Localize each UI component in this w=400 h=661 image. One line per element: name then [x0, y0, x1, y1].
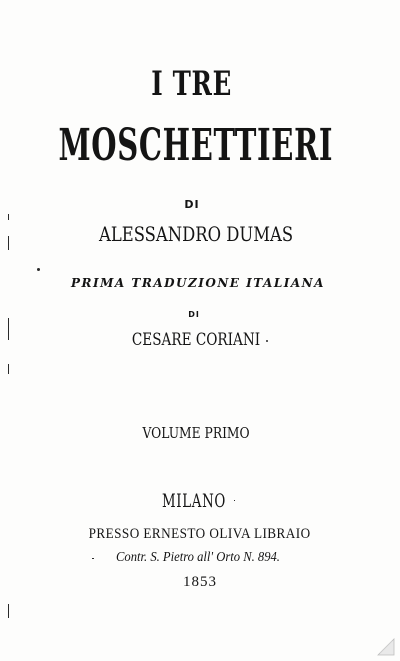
margin-mark-5 — [8, 604, 9, 618]
margin-mark-4 — [8, 364, 9, 374]
volume-label: VOLUME PRIMO — [142, 424, 250, 442]
publication-city: MILANO — [161, 490, 227, 512]
author-name: ALESSANDRO DUMAS — [98, 222, 294, 246]
edition-subtitle: PRIMA TRADUZIONE ITALIANA — [71, 276, 325, 290]
publisher-name: PRESSO ERNESTO OLIVA LIBRAIO — [88, 526, 311, 542]
publisher-address: Contr. S. Pietro all' Orto N. 894. — [116, 550, 280, 565]
translator-name: CESARE CORIANI — [131, 330, 261, 350]
title-line-1: I TRE — [151, 64, 232, 104]
publication-year: 1853 — [183, 574, 217, 590]
margin-mark-2 — [8, 236, 9, 250]
margin-mark-3 — [8, 318, 9, 340]
page-curl-icon — [376, 637, 396, 657]
margin-mark-1 — [8, 214, 9, 220]
by-label-translator: DI — [188, 310, 200, 319]
by-label-author: DI — [184, 198, 200, 211]
title-line-2: MOSCHETTIERI — [58, 120, 334, 171]
ink-dot-1 — [37, 268, 40, 271]
